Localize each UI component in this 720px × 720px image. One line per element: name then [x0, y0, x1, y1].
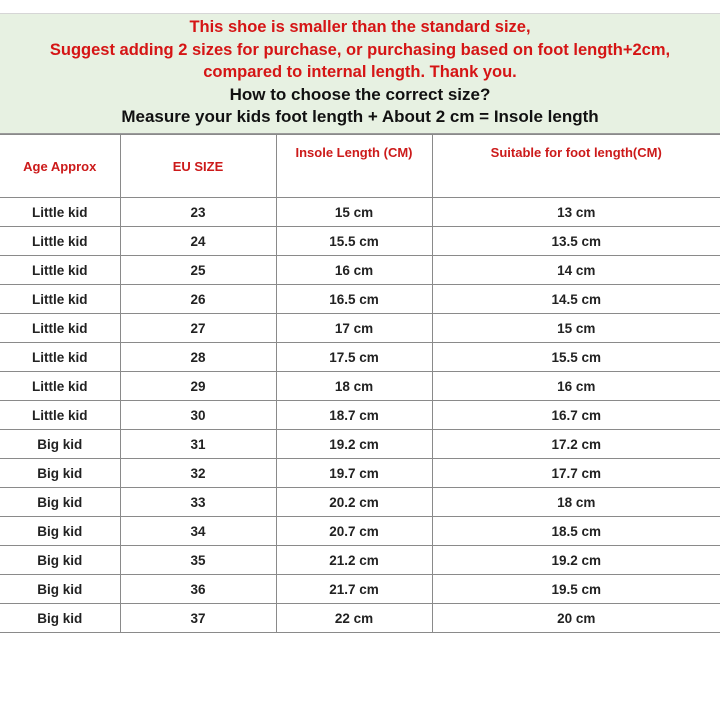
insole-length-cell: 19.2 cm [276, 430, 432, 459]
eu-size-cell: 37 [120, 604, 276, 633]
table-row [0, 546, 720, 575]
insole-length-cell: 17.5 cm [276, 343, 432, 372]
table-header-row [0, 135, 720, 198]
eu-size-cell: 33 [120, 488, 276, 517]
age-cell: Big kid [0, 430, 120, 459]
foot-length-cell: 17.2 cm [432, 430, 720, 459]
age-cell: Little kid [0, 285, 120, 314]
foot-length-cell: 16.7 cm [432, 401, 720, 430]
insole-length-cell: 15.5 cm [276, 227, 432, 256]
age-cell: Big kid [0, 517, 120, 546]
header-insole-length: Insole Length (CM) [276, 135, 432, 198]
eu-size-cell: 32 [120, 459, 276, 488]
notice-text [0, 14, 720, 129]
foot-length-cell: 14 cm [432, 256, 720, 285]
insole-length-cell: 17 cm [276, 314, 432, 343]
table-row [0, 372, 720, 401]
foot-length-cell: 13.5 cm [432, 227, 720, 256]
table-row [0, 575, 720, 604]
insole-length-cell: 18 cm [276, 372, 432, 401]
table-row [0, 401, 720, 430]
how-to-choose-heading: How to choose the correct size? [229, 84, 491, 104]
insole-length-cell: 16 cm [276, 256, 432, 285]
eu-size-cell: 27 [120, 314, 276, 343]
eu-size-cell: 29 [120, 372, 276, 401]
size-rows [0, 198, 720, 633]
insole-length-cell: 21.7 cm [276, 575, 432, 604]
age-cell: Big kid [0, 459, 120, 488]
foot-length-cell: 16 cm [432, 372, 720, 401]
age-cell: Little kid [0, 256, 120, 285]
eu-size-cell: 34 [120, 517, 276, 546]
eu-size-cell: 28 [120, 343, 276, 372]
insole-length-cell: 18.7 cm [276, 401, 432, 430]
table-row [0, 256, 720, 285]
foot-length-cell: 18.5 cm [432, 517, 720, 546]
table-row [0, 343, 720, 372]
eu-size-cell: 26 [120, 285, 276, 314]
insole-length-cell: 19.7 cm [276, 459, 432, 488]
table-row [0, 517, 720, 546]
header-eu-size: EU SIZE [120, 135, 276, 198]
age-cell: Little kid [0, 198, 120, 227]
age-cell: Little kid [0, 372, 120, 401]
notice-line-3: compared to internal length. Thank you. [203, 63, 517, 81]
table-row [0, 314, 720, 343]
age-cell: Little kid [0, 314, 120, 343]
table-row [0, 430, 720, 459]
insole-length-cell: 20.7 cm [276, 517, 432, 546]
header-age-approx: Age Approx [0, 135, 120, 198]
eu-size-cell: 30 [120, 401, 276, 430]
size-chart-table [0, 134, 720, 633]
foot-length-cell: 18 cm [432, 488, 720, 517]
foot-length-cell: 20 cm [432, 604, 720, 633]
notice-line-2: Suggest adding 2 sizes for purchase, or purchasing based on foot length+2cm, [49, 40, 671, 59]
insole-length-cell: 16.5 cm [276, 285, 432, 314]
age-cell: Little kid [0, 227, 120, 256]
table-row [0, 198, 720, 227]
table-row [0, 488, 720, 517]
insole-length-cell: 22 cm [276, 604, 432, 633]
eu-size-cell: 31 [120, 430, 276, 459]
insole-length-cell: 21.2 cm [276, 546, 432, 575]
eu-size-cell: 24 [120, 227, 276, 256]
age-cell: Big kid [0, 546, 120, 575]
table-row [0, 604, 720, 633]
foot-length-cell: 15.5 cm [432, 343, 720, 372]
eu-size-cell: 35 [120, 546, 276, 575]
age-cell: Little kid [0, 401, 120, 430]
age-cell: Big kid [0, 575, 120, 604]
notice-line-1: This shoe is smaller than the standard size, [189, 18, 531, 36]
eu-size-cell: 23 [120, 198, 276, 227]
foot-length-cell: 17.7 cm [432, 459, 720, 488]
age-cell: Little kid [0, 343, 120, 372]
age-cell: Big kid [0, 488, 120, 517]
measure-instruction: Measure your kids foot length + About 2 cm = Insole length [121, 107, 599, 126]
foot-length-cell: 13 cm [432, 198, 720, 227]
insole-length-cell: 15 cm [276, 198, 432, 227]
size-notice-panel [0, 13, 720, 134]
header-foot-length: Suitable for foot length(CM) [432, 135, 720, 198]
insole-length-cell: 20.2 cm [276, 488, 432, 517]
foot-length-cell: 14.5 cm [432, 285, 720, 314]
foot-length-cell: 19.2 cm [432, 546, 720, 575]
eu-size-cell: 25 [120, 256, 276, 285]
table-row [0, 285, 720, 314]
table-row [0, 227, 720, 256]
eu-size-cell: 36 [120, 575, 276, 604]
age-cell: Big kid [0, 604, 120, 633]
foot-length-cell: 19.5 cm [432, 575, 720, 604]
foot-length-cell: 15 cm [432, 314, 720, 343]
table-row [0, 459, 720, 488]
